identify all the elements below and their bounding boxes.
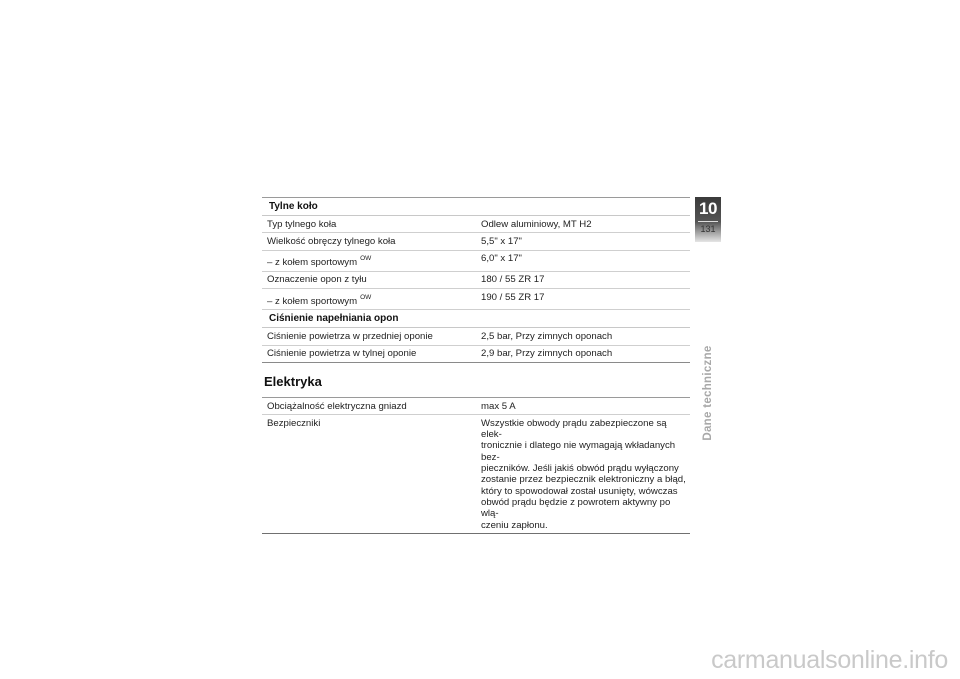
chapter-tab bbox=[695, 197, 721, 242]
table-row bbox=[262, 346, 690, 363]
row-value: Odlew aluminiowy, MT H2 bbox=[481, 218, 592, 230]
value-line: pieczników. Jeśli jakiś obwód prądu wyłączony bbox=[481, 463, 679, 475]
row-value: 190 / 55 ZR 17 bbox=[481, 291, 545, 303]
row-label: Typ tylnego koła bbox=[267, 218, 337, 230]
rear-wheel-heading: Tylne koło bbox=[262, 198, 690, 216]
option-marker: OW bbox=[360, 255, 372, 263]
table-row bbox=[262, 251, 690, 272]
option-marker: OW bbox=[360, 293, 372, 301]
value-line: tronicznie i dlatego nie wymagają wkładanych bez- bbox=[481, 440, 676, 463]
row-value bbox=[476, 415, 690, 533]
value-line: który to spowodował został usunięty, wówczas bbox=[481, 485, 678, 497]
chapter-number: 10 bbox=[699, 199, 717, 218]
content bbox=[262, 197, 690, 534]
row-value: max 5 A bbox=[481, 400, 516, 412]
row-value: 2,5 bar, Przy zimnych oponach bbox=[481, 330, 613, 342]
value-line: zostanie przez bezpiecznik elektroniczny a błąd, bbox=[481, 474, 686, 486]
chapter-title: Dane techniczne bbox=[702, 345, 714, 441]
value-line: czeniu zapłonu. bbox=[481, 519, 548, 531]
table-row bbox=[262, 398, 690, 415]
row-label: – z kołem sportowym $^{OW}$ bbox=[267, 293, 372, 307]
row-value: 5,5" x 17" bbox=[481, 235, 522, 247]
table-row bbox=[262, 289, 690, 310]
row-label: Bezpieczniki bbox=[267, 417, 321, 429]
rear-wheel-table bbox=[262, 197, 690, 363]
row-label: Wielkość obręczy tylnego koła bbox=[267, 235, 396, 247]
row-label: Oznaczenie opon z tyłu bbox=[267, 274, 367, 286]
pressure-heading: Ciśnienie napełniania opon bbox=[262, 310, 690, 328]
electrics-table bbox=[262, 397, 690, 534]
page-number: 131 bbox=[700, 224, 716, 234]
row-value: 2,9 bar, Przy zimnych oponach bbox=[481, 348, 613, 360]
table-row bbox=[262, 415, 690, 534]
row-value: 180 / 55 ZR 17 bbox=[481, 274, 545, 286]
chapter-side-title bbox=[700, 343, 716, 443]
value-line: obwód prądu będzie z powrotem aktywny po wlą- bbox=[481, 496, 671, 520]
table-row bbox=[262, 272, 690, 289]
row-value: 6,0" x 17" bbox=[481, 253, 522, 265]
table-row bbox=[262, 328, 690, 345]
table-row bbox=[262, 233, 690, 250]
row-label: Obciążalność elektryczna gniazd bbox=[267, 400, 407, 412]
tab-divider bbox=[698, 221, 718, 222]
row-label: – z kołem sportowym $^{OW}$ bbox=[267, 255, 372, 269]
row-label: Ciśnienie powietrza w przedniej oponie bbox=[267, 330, 433, 342]
watermark: carmanualsonline.info bbox=[711, 646, 948, 674]
table-row bbox=[262, 216, 690, 233]
value-line: Wszystkie obwody prądu zabezpieczone są elek- bbox=[481, 417, 667, 441]
electrics-title: Elektryka bbox=[264, 374, 322, 390]
row-label: Ciśnienie powietrza w tylnej oponie bbox=[267, 348, 417, 360]
